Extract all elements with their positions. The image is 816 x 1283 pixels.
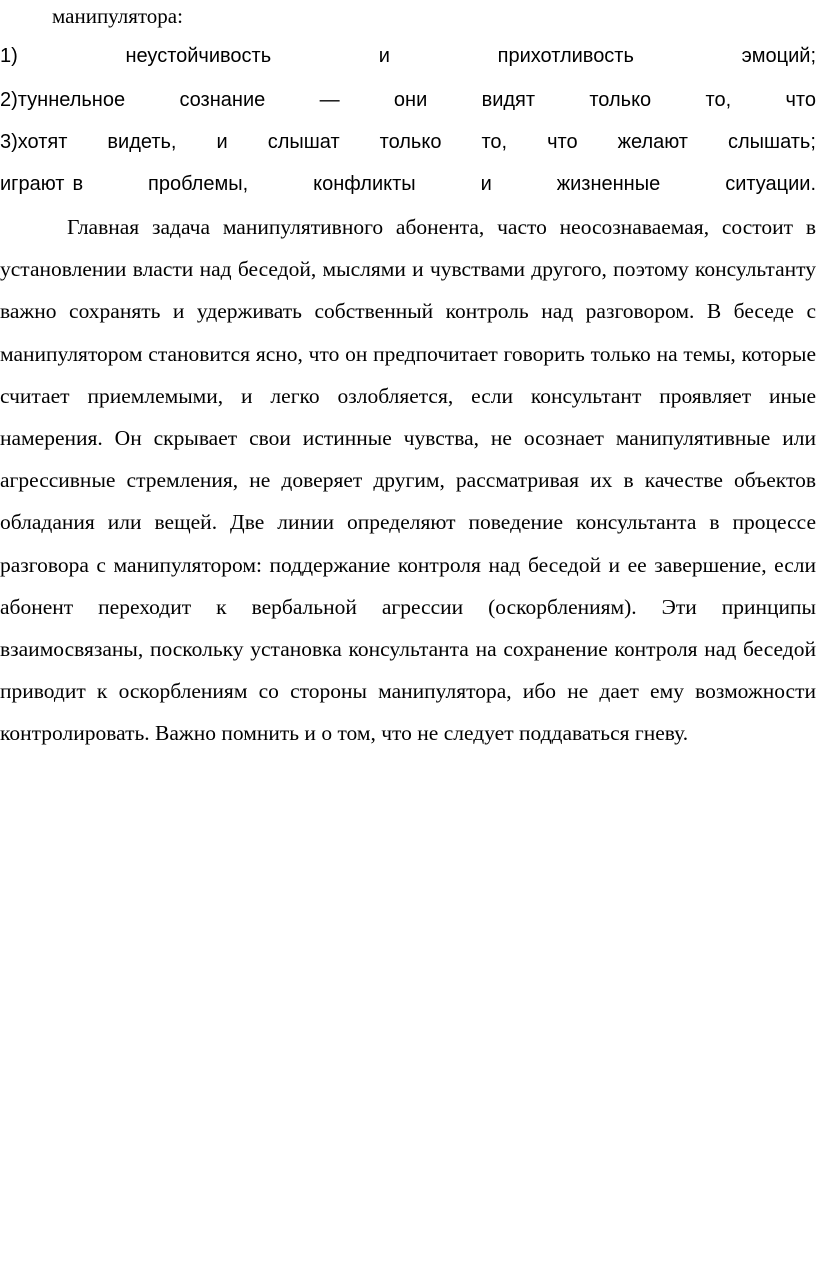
- list-word: 2)туннельное: [0, 89, 126, 111]
- list-word: ситуации.: [725, 173, 816, 195]
- list-word: прихотливость: [497, 45, 634, 67]
- list-item-1: [0, 42, 816, 70]
- list-word: 1): [0, 45, 18, 67]
- list-word: желают: [617, 131, 688, 153]
- list-word: конфликты: [313, 173, 416, 195]
- list-word: только: [379, 131, 442, 153]
- list-word: то,: [481, 131, 508, 153]
- list-word: слышат: [267, 131, 340, 153]
- list-word: слышать;: [727, 131, 816, 153]
- list-word: и: [378, 45, 390, 67]
- list-word: жизненные: [556, 173, 661, 195]
- list-word: видеть,: [107, 131, 177, 153]
- list-word: сознание: [179, 89, 266, 111]
- list-word: они: [393, 89, 428, 111]
- list-word: то,: [705, 89, 732, 111]
- list-word: проблемы,: [148, 173, 249, 195]
- list-word: видят: [481, 89, 536, 111]
- list-word: в: [72, 173, 84, 195]
- list-word: что: [547, 131, 578, 153]
- list-item-2: [0, 86, 816, 114]
- list-word: играют: [0, 173, 65, 195]
- list-word: только: [589, 89, 652, 111]
- intro-line: манипулятора:: [52, 4, 183, 28]
- list-item-3: [0, 128, 816, 156]
- list-word: —: [319, 89, 340, 111]
- body-paragraph: Главная задача манипулятивного абонента, часто неосознаваемая, состоит в установлении власти над беседой, мыслями и чувствами другого, поэтому консультанту важно сохранять и удерживать собственный контроль над разговором. В беседе с манипулятором становится ясно, что он предпочитает говорить только на темы, которые считает приемлемыми, и легко озлобляется, если консультант проявляет иные намерения. Он скрывает свои истинные чувства, не осознает манипулятивные или агрессивные стремления, не доверяет другим, рассматривая их в качестве объектов обладания или вещей. Две линии определяют поведение консультанта в процессе разговора с манипулятором: поддержание контроля над беседой и ее завершение, если абонент переходит к вербальной агрессии (оскорблениям). Эти принципы взаимосвязаны, поскольку установка консультанта на сохранение контроля над беседой приводит к оскорблениям со стороны манипулятора, ибо не дает ему возможности контролировать. Важно помнить и о том, что не следует поддаваться гневу.: [0, 215, 816, 746]
- list-word: эмоций;: [741, 45, 816, 67]
- list-item-4: [0, 170, 816, 198]
- list-word-group: [0, 170, 83, 198]
- list-word: что: [785, 89, 816, 111]
- list-word: 3)хотят: [0, 131, 68, 153]
- list-word: и: [216, 131, 228, 153]
- list-word: и: [480, 173, 492, 195]
- list-word: неустойчивость: [125, 45, 272, 67]
